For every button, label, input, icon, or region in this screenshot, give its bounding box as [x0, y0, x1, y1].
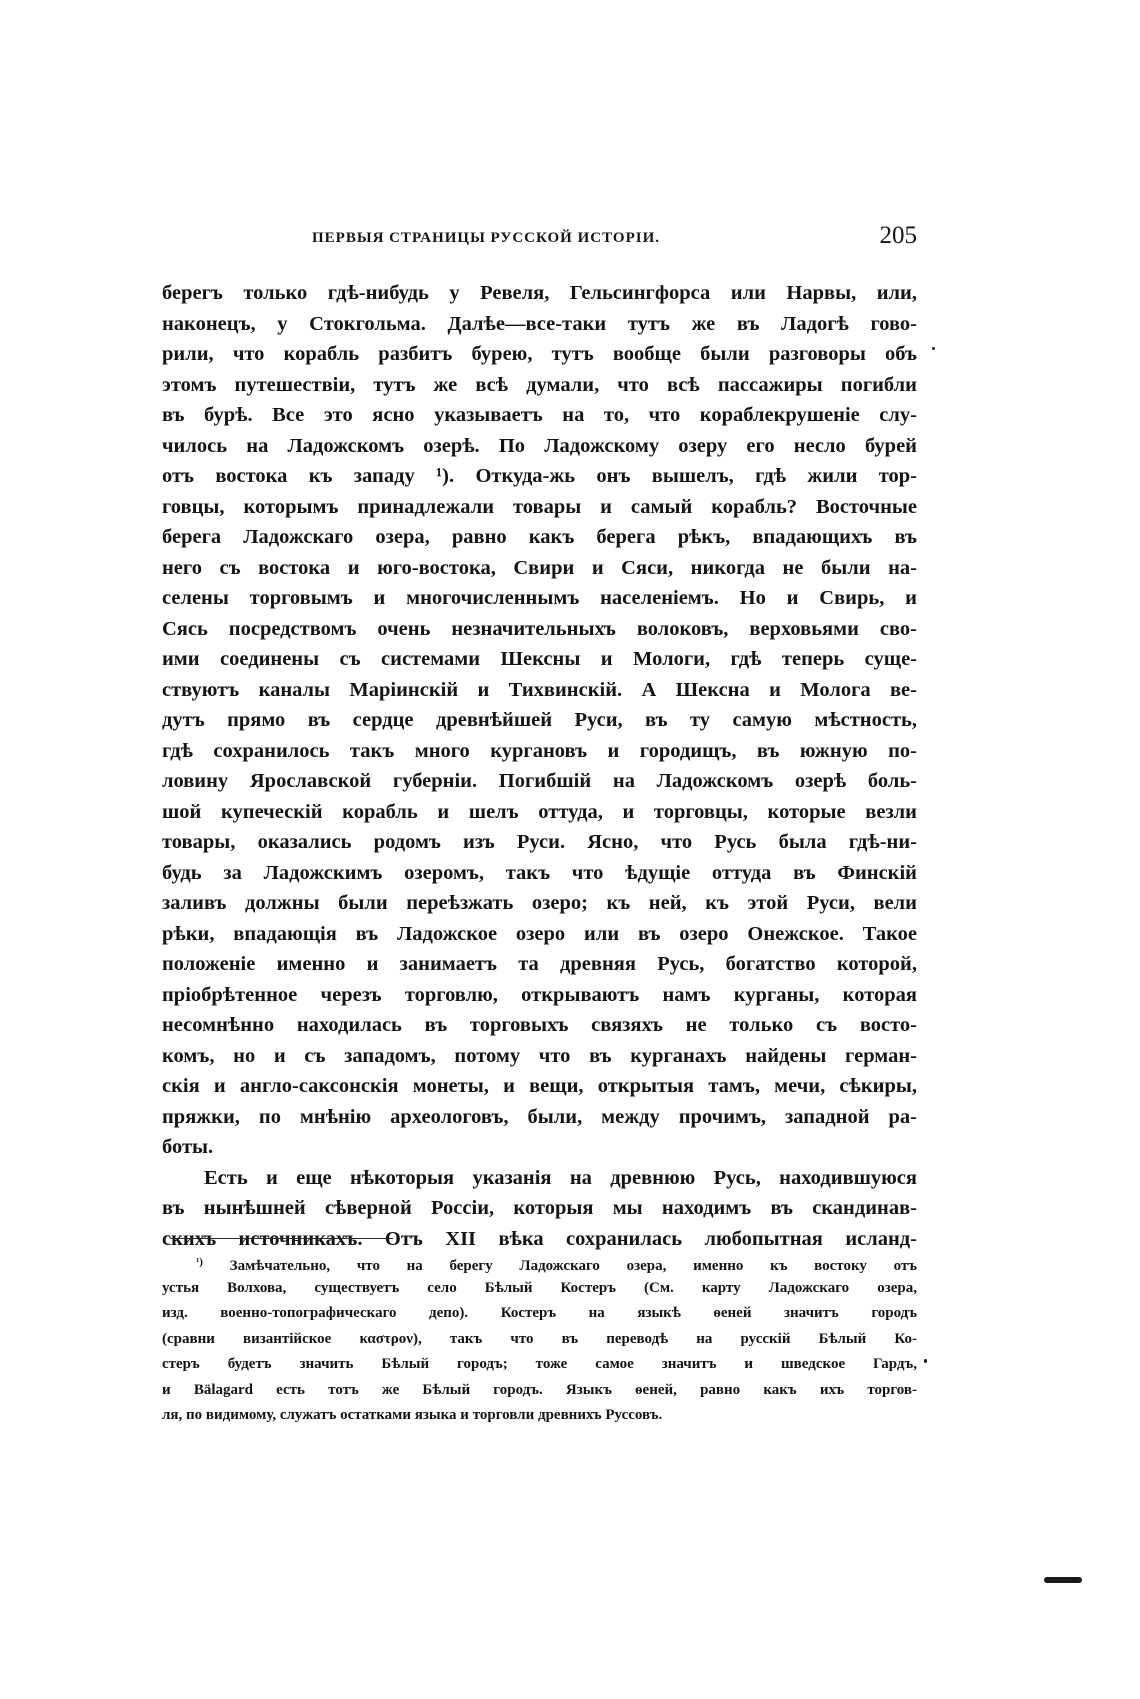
text-line: Сясь посредствомъ очень незначительныхъ волоковъ, верховьями сво-	[162, 617, 917, 640]
page-header	[162, 222, 917, 258]
footnote-line: стеръ будетъ значить Бѣлый городъ; тоже самое значитъ и шведское Гардъ,	[162, 1356, 917, 1372]
text-line: ловину Ярославской губерніи. Погибшій на Ладожскомъ озерѣ боль-	[162, 770, 917, 792]
running-title: ПЕРВЫЯ СТРАНИЦЫ РУССКОЙ ИСТОРІИ.	[312, 230, 660, 246]
text-line: комъ, но и съ западомъ, потому что въ курганахъ найдены герман-	[162, 1044, 917, 1067]
scan-speck	[924, 1359, 927, 1363]
footnote-line: изд. военно-топографическаго депо). Костеръ на языкѣ ѳеней значитъ городъ	[162, 1305, 917, 1321]
text-line: шой купеческій корабль и шелъ оттуда, и торговцы, которые везли	[162, 800, 917, 823]
text-line: гдѣ сохранилось такъ много кургановъ и городищъ, въ южную по-	[162, 739, 917, 762]
footnote-line: ля, по видимому, служатъ остатками языка и торговли древнихъ Руссовъ.	[162, 1407, 663, 1423]
text-line: боты.	[162, 1136, 214, 1158]
text-line: заливъ должны были переѣзжать озеро; къ ней, къ этой Руси, вели	[162, 892, 917, 914]
scan-dash-mark	[1044, 1577, 1082, 1583]
page-number: 205	[879, 222, 917, 249]
text-line: берегъ только гдѣ-нибудь у Ревеля, Гельсингфорса или Нарвы, или,	[162, 282, 917, 304]
text-line: въ бурѣ. Все это ясно указываетъ на то, что кораблекрушеніе слу-	[162, 404, 917, 426]
text-line: товары, оказались родомъ изъ Руси. Ясно, что Русь была гдѣ-ни-	[162, 831, 917, 853]
text-line: селены торговымъ и многочисленнымъ населеніемъ. Но и Свирь, и	[162, 587, 917, 609]
text-line: него съ востока и юго-востока, Свири и Сяси, никогда не были на-	[162, 556, 917, 579]
footnote-marker: ¹)	[196, 1256, 203, 1268]
text-line: отъ востока къ западу ¹). Откуда-жь онъ вышелъ, гдѣ жили тор-	[162, 465, 917, 487]
text-line: ствуютъ каналы Маріинскій и Тихвинскій. А Шексна и Молога ве-	[162, 678, 917, 701]
text-line: будь за Ладожскимъ озеромъ, такъ что ѣдущіе оттуда въ Финскій	[162, 861, 917, 884]
text-line: берега Ладожскаго озера, равно какъ берега рѣкъ, впадающихъ въ	[162, 526, 917, 548]
text-line: въ нынѣшней сѣверной Россіи, которыя мы находимъ въ скандинав-	[162, 1197, 917, 1219]
main-text	[162, 278, 917, 1254]
text-line: этомъ путешествіи, тутъ же всѣ думали, что всѣ пассажиры погибли	[162, 373, 917, 396]
text-line: рили, что корабль разбитъ бурею, тутъ вообще были разговоры объ	[162, 343, 917, 365]
footnote-line	[162, 1250, 917, 1276]
text-line: пряжки, по мнѣнію археологовъ, были, между прочимъ, западной ра-	[162, 1105, 917, 1128]
footnote-line: (сравни византійское καστρον), такъ что въ переводѣ на русскій Бѣлый Ко-	[162, 1330, 917, 1347]
footnote-line: устья Волхова, существуетъ село Бѣлый Костеръ (См. карту Ладожскаго озера,	[162, 1279, 917, 1296]
text-line: рѣки, впадающія въ Ладожское озеро или въ озеро Онежское. Такое	[162, 922, 917, 945]
text-line: чилось на Ладожскомъ озерѣ. По Ладожскому озеру его несло бурей	[162, 434, 917, 457]
text-line: ими соединены съ системами Шексны и Мологи, гдѣ теперь суще-	[162, 648, 917, 670]
footnote-line-text: Замѣчательно, что на берегу Ладожскаго озера, именно къ востоку отъ	[229, 1258, 917, 1274]
text-line: положеніе именно и занимаетъ та древняя Русь, богатство которой,	[162, 953, 917, 975]
text-line: несомнѣнно находилась въ торговыхъ связяхъ не только съ восто-	[162, 1014, 917, 1036]
text-line: пріобрѣтенное черезъ торговлю, открываютъ намъ курганы, которая	[162, 983, 917, 1006]
text-line: скихъ источникахъ. Отъ XII вѣка сохранилась любопытная исланд-	[162, 1227, 917, 1250]
footnote-line: и Bälagard есть тотъ же Бѣлый городъ. Языкъ ѳеней, равно какъ ихъ торгов-	[162, 1381, 917, 1398]
text-line: говцы, которымъ принадлежали товары и самый корабль? Восточные	[162, 495, 917, 518]
footnote-separator	[170, 1238, 393, 1239]
paragraph-start-line: Есть и еще нѣкоторыя указанія на древнюю Русь, находившуюся	[204, 1166, 917, 1189]
text-line: скія и англо-саксонскія монеты, и вещи, открытыя тамъ, мечи, сѣкиры,	[162, 1075, 917, 1097]
scan-speck	[932, 347, 935, 350]
footnote	[162, 1250, 917, 1429]
text-line: наконецъ, у Стокгольма. Далѣе—все-таки тутъ же въ Ладогѣ гово-	[162, 312, 917, 335]
text-line: дутъ прямо въ сердце древнѣйшей Руси, въ ту самую мѣстность,	[162, 709, 917, 731]
